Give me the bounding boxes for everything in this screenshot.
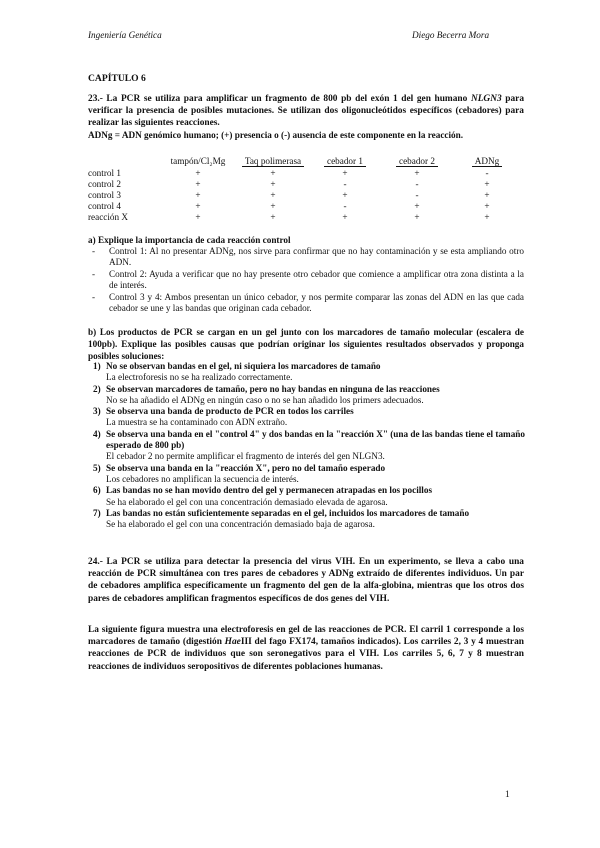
- table-row: control 1 + + + + -: [88, 168, 489, 178]
- col-header-taq: Taq polimerasa: [238, 152, 308, 168]
- list-item: 3) Se observa una banda de producto de PCR en todos los carriles La muestra se ha contaminado con ADN extraño.: [93, 406, 354, 428]
- header-left: Ingeniería Genética: [88, 30, 162, 40]
- q23-intro: 23.- La PCR se utiliza para amplificar un fragmento de 800 pb del exón 1 del gen humano NLGN3 para verificar la presencia de posibles mutaciones. Se utilizan dos oligonucleótidos específicos (cebadores) para realizar las siguientes reacciones.: [88, 94, 525, 129]
- col-header-primer2: cebador 2: [382, 152, 452, 168]
- q24-paragraph-2: La siguiente figura muestra una electroforesis en gel de las reacciones de PCR. El carril 1 corresponde a los marcadores de tamaño (digestión HaeIII del fago FX174, tamaños indicados). Los carriles 2, 3 y 4 muestran reacciones de PCR de individuos que son seronegativos para el VIH. Los carriles 5, 6, 7 y 8 muestran reacciones de individuos seropositivos de diferentes poblaciones humanas.: [88, 625, 524, 672]
- table-row: reacción X + + + + +: [88, 212, 490, 222]
- col-header-primer1: cebador 1: [308, 152, 382, 168]
- list-item: 4) Se observa una banda en el "control 4" y dos bandas en la "reacción X" (una de las bandas tiene el tamaño esperado de 800 pb) El cebador 2 no permite amplificar el fragmento de interés del gen NLGN3.: [93, 428, 525, 462]
- list-item: 1) No se observan bandas en el gel, ni siquiera los marcadores de tamaño La electroforesis no se ha realizado correctamente.: [93, 361, 381, 383]
- list-item: 7) Las bandas no están suficientemente separadas en el gel, incluidos los marcadores de tamaño Se ha elaborado el gel con una concentración demasiado baja de agarosa.: [93, 507, 470, 530]
- q24-paragraph-1: 24.- La PCR se utiliza para detectar la presencia del virus VIH. En un experimento, se lleva a cabo una reacción de PCR simultánea con tres pares de cebadores y ADNg extraído de diferentes individuos. Un par de cebadores amplifica específicamente un fragmento del gen de la alfa-globina, mientras que los otros dos pares de cebadores amplifican fragmentos específicos de dos genes del VIH.: [88, 557, 524, 604]
- col-header-adng: ADNg: [452, 152, 522, 168]
- part-a-title: a) Explique la importancia de cada reacción control: [88, 235, 291, 245]
- table-row: control 3 + + + - +: [88, 190, 490, 200]
- header-right: Diego Becerra Mora: [412, 30, 490, 40]
- q24-enzyme-name: Hae: [224, 637, 241, 648]
- part-a-list: [92, 246, 524, 314]
- table-row: control 4 + + - + +: [88, 201, 490, 211]
- part-b-list: [93, 361, 525, 530]
- col-header-buffer: tampón/Cl₂Mg: [170, 156, 226, 166]
- list-item: 6) Las bandas no se han movido dentro del gel y permanecen atrapadas en los pocillos Se ha elaborado el gel con una concentración demasiado elevada de agarosa.: [93, 485, 433, 507]
- list-item: - Control 1: Al no presentar ADNg, nos sirve para confirmar que no hay contaminación y se esta ampliando otro ADN.: [92, 246, 524, 268]
- q23-legend: ADNg = ADN genómico humano; (+) presencia o (-) ausencia de este componente en la reacción.: [88, 130, 464, 140]
- list-item: - Control 2: Ayuda a verificar que no hay presente otro cebador que comience a amplificar otra zona distinta a la de interés.: [92, 268, 524, 291]
- list-item: 5) Se observa una banda en la "reacción X", pero no del tamaño esperado Los cebadores no amplifican la secuencia de interés.: [93, 462, 386, 484]
- chapter-title: CAPÍTULO 6: [88, 73, 146, 84]
- reactions-table: [88, 152, 522, 223]
- list-item: - Control 3 y 4: Ambos presentan un único cebador, y nos permite comparar las zonas del ADN en las que cada cebador se une y las bandas que originan cada cebador.: [92, 291, 524, 314]
- part-b-title: b) Los productos de PCR se cargan en un gel junto con los marcadores de tamaño molecular (escalera de 100pb). Explique las posibles causas que podrían originar los siguientes resultados observados y proponga posibles soluciones:: [88, 327, 524, 362]
- list-item: 2) Se observan marcadores de tamaño, pero no hay bandas en ninguna de las reacciones No se ha añadido el ADNg en ningún caso o no se han añadido los primers adecuados.: [93, 383, 440, 405]
- q23-gene-name: NLGN3: [470, 94, 502, 104]
- table-row: control 2 + + - - +: [88, 179, 490, 189]
- page-number: 1: [505, 790, 510, 800]
- table-header-row: [88, 152, 522, 168]
